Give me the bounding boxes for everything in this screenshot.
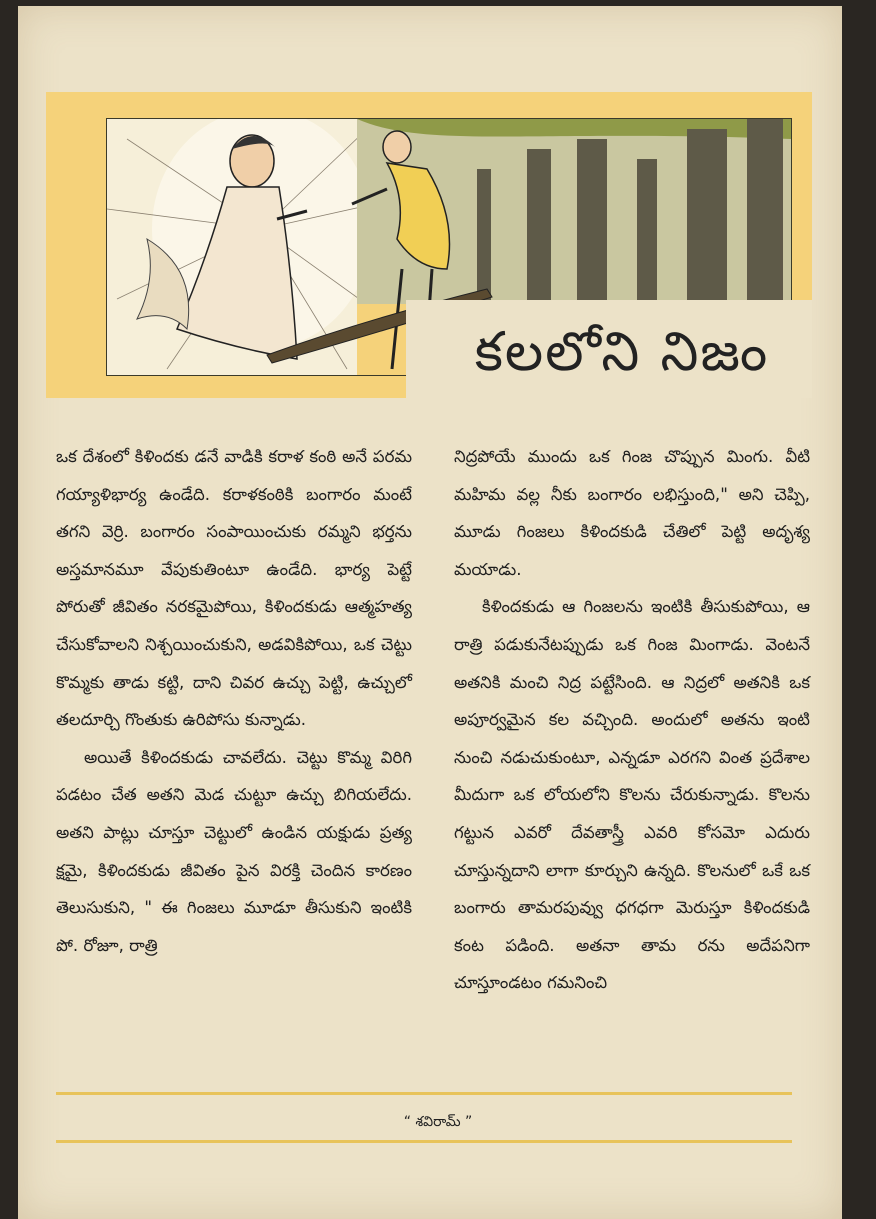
divider-rule (56, 1092, 792, 1095)
story-title: కలలోని నిజం (474, 320, 770, 383)
paragraph: నిద్రపోయే ముందు ఒక గింజ చొప్పున మింగు. వీటి మహిమ వల్ల నీకు బంగారం లభిస్తుంది," అని చెప్పి, మూడు గింజలు కిళిందకుడి చేతిలో పెట్టి అదృశ్య మయాడు. (454, 447, 810, 579)
paragraph: కిళిందకుడు ఆ గింజలను ఇంటికి తీసుకుపోయి, ఆ రాత్రి పడుకునేటప్పుడు ఒక గింజ మింగాడు. వెంటనే అతనికి మంచి నిద్ర పట్టేసింది. ఆ నిద్రలో అతనికి ఒక అపూర్వమైన కల వచ్చింది. అందులో అతను ఇంటి నుంచి నడుచుకుంటూ, ఎన్నడూ ఎరగని వింత ప్రదేశాల మీదుగా ఒక లోయలోని కొలను చేరుకున్నాడు. కొలను గట్టున ఎవరో దేవతాస్త్రీ ఎవరి కోసమో ఎదురు చూస్తున్నదాని లాగా కూర్చుని ఉన్నది. కొలనులో ఒకే ఒక బంగారు తామరపువ్వు ధగధగా మెరుస్తూ కిళిందకుడి కంట పడింది. అతనా తామ రను అదేపనిగా చూస్తూండటం గమనించి (454, 597, 810, 993)
paragraph: ఒక దేశంలో కిళిందకు డనే వాడికి కరాళ కంఠి అనే పరమ గయ్యాళిభార్య ఉండేది. కరాళకంఠికి బంగారం మంటే తగని వెర్రి. బంగారం సంపాయించుకు రమ్మని భర్తను అస్తమానమూ వేపుకుతింటూ ఉండేది. భార్య పెట్టే పోరుతో జీవితం నరకమైపోయి, కిళిందకుడు ఆత్మహత్య చేసుకోవాలని నిశ్చయించుకుని, అడవికిపోయి, ఒక చెట్టు కొమ్మకు తాడు కట్టి, దాని చివర ఉచ్చు పెట్టి, ఉచ్చులో తలదూర్చి గొంతుకు ఉరిపోసు కున్నాడు. (56, 447, 412, 730)
paragraph: అయితే కిళిందకుడు చావలేదు. చెట్టు కొమ్మ విరిగి పడటం చేత అతని మెడ చుట్టూ ఉచ్చు బిగియలేదు. అతని పాట్లు చూస్తూ చెట్టులో ఉండిన యక్షుడు ప్రత్య క్షమై, కిళిందకుడు జీవితం పైన విరక్తి చెందిన కారణం తెలుసుకుని, " ఈ గింజలు మూడూ తీసుకుని ఇంటికి పో. రోజూ, రాత్రి (56, 747, 412, 955)
author-credit: “ శవిరామ్ ” (403, 1114, 473, 1130)
left-column (56, 438, 412, 964)
divider-rule (56, 1140, 792, 1143)
right-column (454, 438, 810, 1002)
